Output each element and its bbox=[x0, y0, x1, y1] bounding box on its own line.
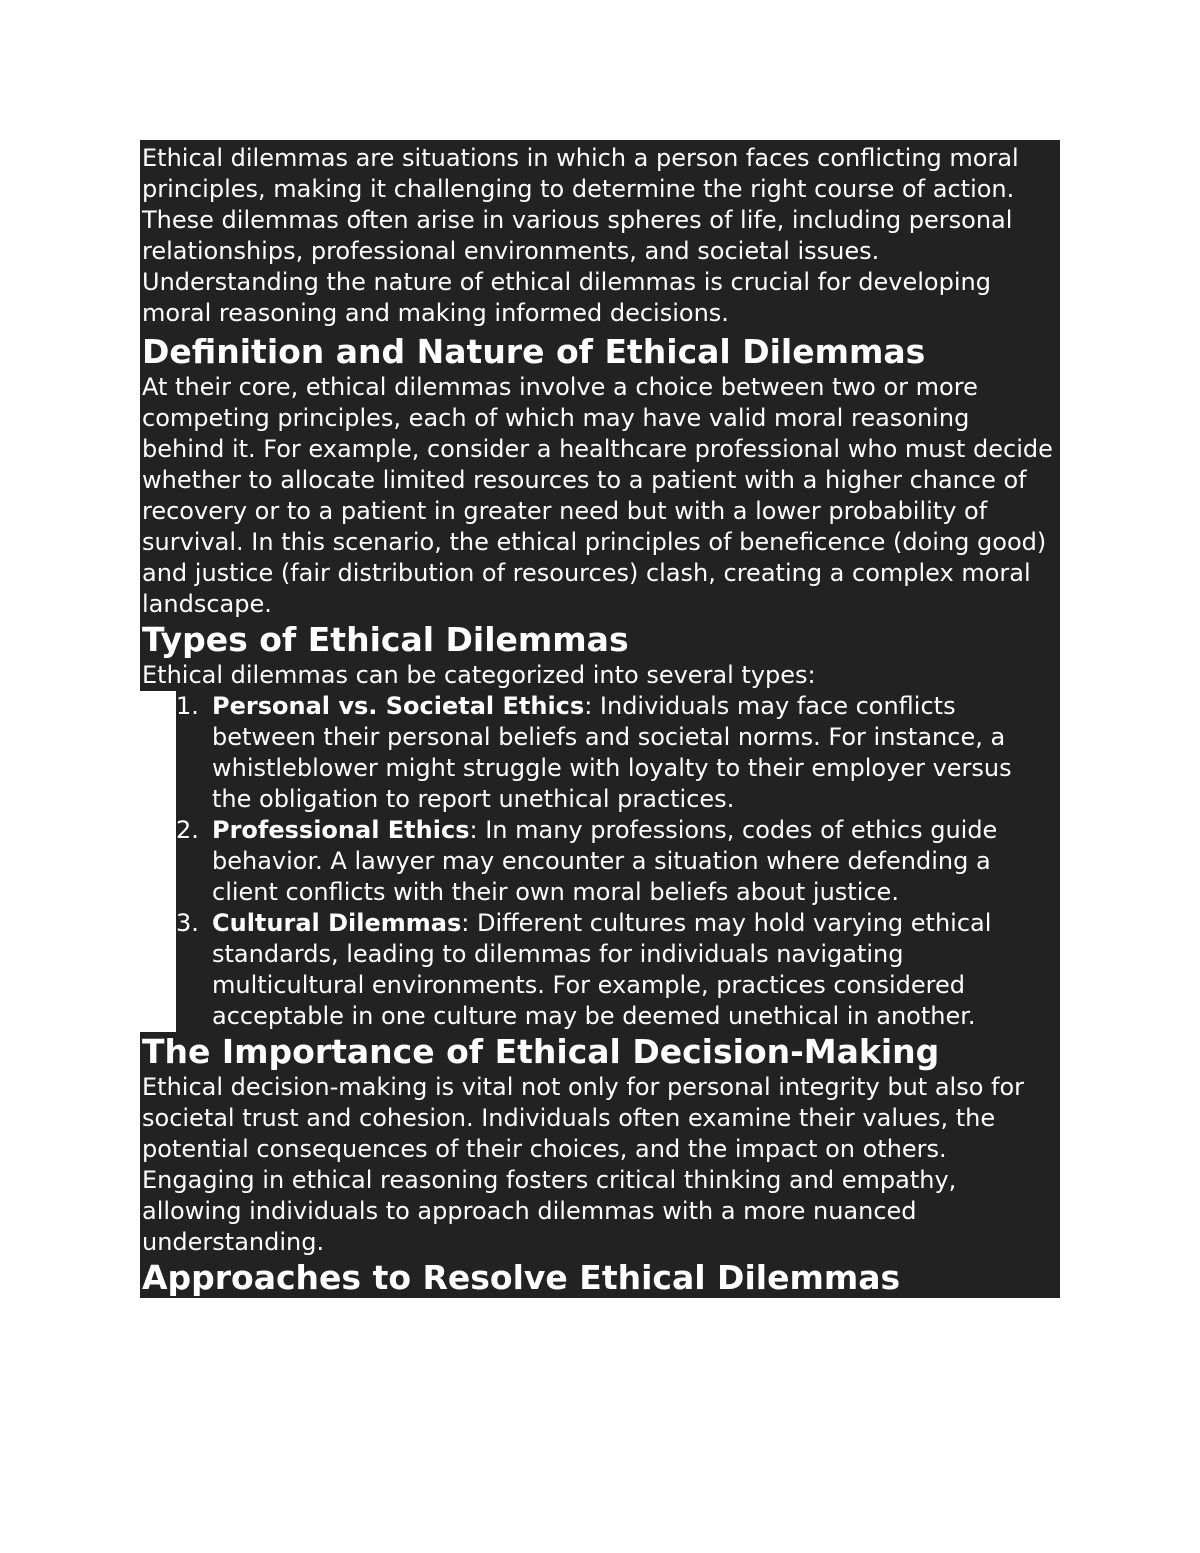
list-item-text bbox=[212, 815, 1060, 908]
list-item-text bbox=[212, 691, 1060, 815]
list-number: 1. bbox=[176, 692, 199, 720]
section-body-definition: At their core, ethical dilemmas involve a choice between two or more competing principles, each of which may have valid moral reasoning behind it. For example, consider a healthcare professional who must decide whether to allocate limited resources to a patient with a higher chance of recovery or to a patient in greater need but with a lower probability of survival. In this scenario, the ethical principles of beneficence (doing good) and justice (fair distribution of resources) clash, creating a complex moral landscape. bbox=[140, 372, 1060, 620]
list-number: 2. bbox=[176, 816, 199, 844]
list-number: 3. bbox=[176, 909, 199, 937]
section-heading-importance: The Importance of Ethical Decision-Making bbox=[140, 1032, 1060, 1072]
section-heading-approaches: Approaches to Resolve Ethical Dilemmas bbox=[140, 1258, 1060, 1298]
list-indent bbox=[140, 691, 176, 1032]
list-item-description: : Individuals may face conflicts between their personal beliefs and societal norms. For instance, a whistleblower might struggle with loyalty to their employer versus the obligation to report unethical practices. bbox=[212, 692, 1012, 813]
document-page bbox=[140, 140, 1060, 1298]
list-item-term: Personal vs. Societal Ethics bbox=[212, 692, 585, 720]
list-item-professional bbox=[176, 815, 1060, 908]
list-item-cultural bbox=[176, 908, 1060, 1032]
section-heading-types: Types of Ethical Dilemmas bbox=[140, 620, 1060, 660]
section-body-importance: Ethical decision-making is vital not only for personal integrity but also for societal trust and cohesion. Individuals often examine their values, the potential consequences of their choices, and the impact on others. Engaging in ethical reasoning fosters critical thinking and empathy, allowing individuals to approach dilemmas with a more nuanced understanding. bbox=[140, 1072, 1060, 1258]
types-list-container bbox=[140, 691, 1060, 1032]
types-list-body bbox=[176, 691, 1060, 1032]
list-item-text bbox=[212, 908, 1060, 1032]
list-item-term: Cultural Dilemmas bbox=[212, 909, 462, 937]
section-heading-definition: Definition and Nature of Ethical Dilemmas bbox=[140, 332, 1060, 372]
list-item-description: : Different cultures may hold varying ethical standards, leading to dilemmas for individuals navigating multicultural environments. For example, practices considered acceptable in one culture may be deemed unethical in another. bbox=[212, 909, 992, 1030]
list-item-term: Professional Ethics bbox=[212, 816, 470, 844]
intro-paragraph: Ethical dilemmas are situations in which a person faces conflicting moral principles, making it challenging to determine the right course of action. These dilemmas often arise in various spheres of life, including personal relationships, professional environments, and societal issues. Understanding the nature of ethical dilemmas is crucial for developing moral reasoning and making informed decisions. bbox=[140, 140, 1060, 332]
list-item-personal-vs-societal bbox=[176, 691, 1060, 815]
section-body-types: Ethical dilemmas can be categorized into several types: bbox=[140, 660, 1060, 691]
list-item-description: : In many professions, codes of ethics guide behavior. A lawyer may encounter a situation where defending a client conflicts with their own moral beliefs about justice. bbox=[212, 816, 998, 906]
types-list bbox=[176, 691, 1060, 1032]
